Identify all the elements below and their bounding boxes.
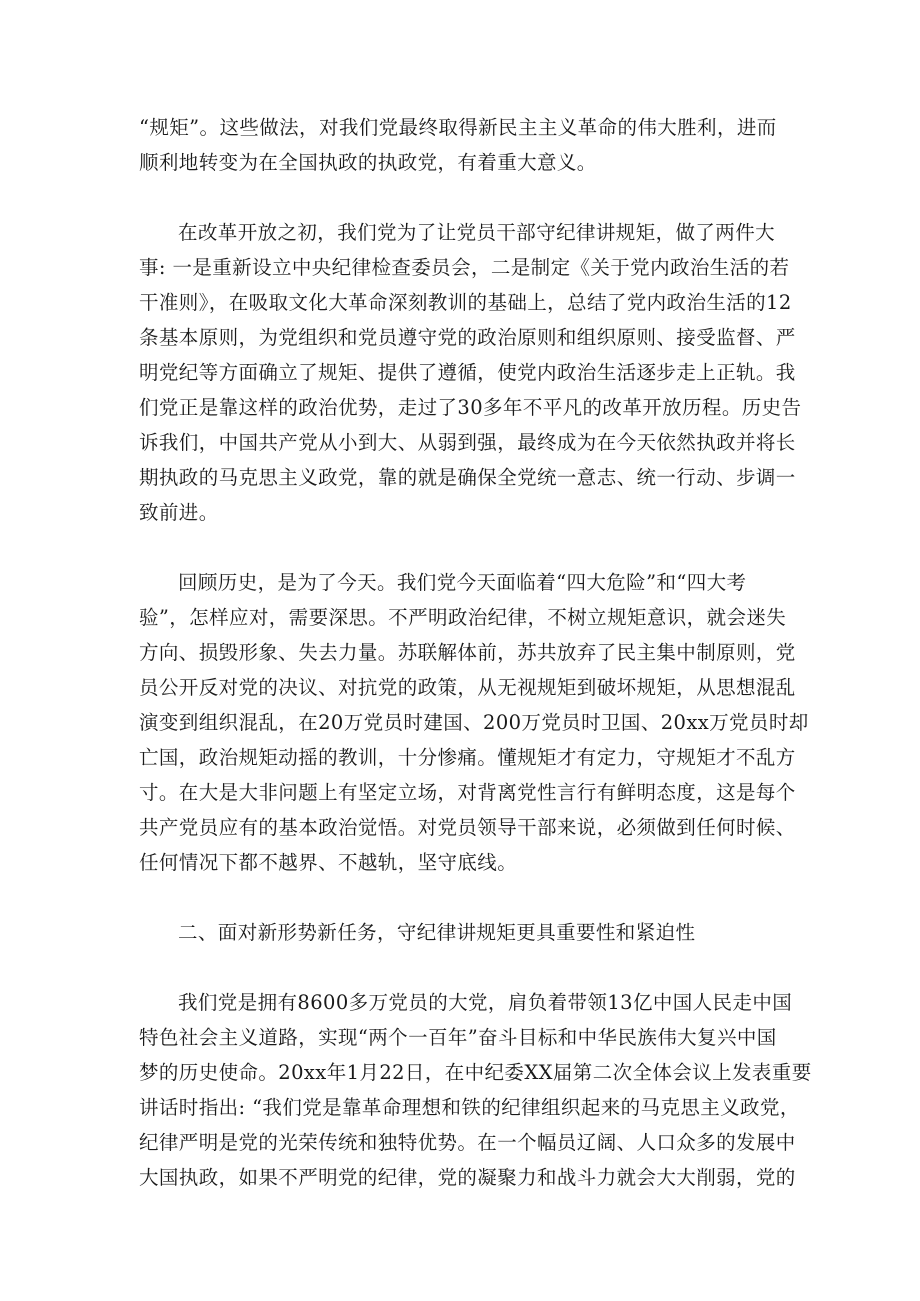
text-line: 梦的历史使命。20xx年1月22日，在中纪委XX届第二次全体会议上发表重要 xyxy=(139,1061,812,1084)
text-line: 特色社会主义道路，实现“两个一百年”奋斗目标和中华民族伟大复兴中国 xyxy=(139,1026,777,1049)
text-line: 事: 一是重新设立中央纪律检查委员会，二是制定《关于党内政治生活的若 xyxy=(139,256,790,279)
text-line: 方向、损毁形象、失去力量。苏联解体前，苏共放弃了民主集中制原则，党 xyxy=(139,641,796,664)
text-line: 任何情况下都不越界、不越轨，坚守底线。 xyxy=(139,851,518,874)
text-line: “规矩”。这些做法，对我们党最终取得新民主主义革命的伟大胜利，进而 xyxy=(139,116,777,139)
text-line: 我们党是拥有8600多万党员的大党，肩负着带领13亿中国人民走中国 xyxy=(178,991,793,1014)
text-line: 大国执政，如果不严明党的纪律，党的凝聚力和战斗力就会大大削弱，党的 xyxy=(139,1166,796,1189)
text-line: 干准则》，在吸取文化大革命深刻教训的基础上，总结了党内政治生活的12 xyxy=(139,291,792,314)
text-line: 们党正是靠这样的政治优势，走过了30多年不平凡的改革开放历程。历史告 xyxy=(139,396,802,419)
text-line: 条基本原则，为党组织和党员遵守党的政治原则和组织原则、接受监督、严 xyxy=(139,326,796,349)
text-line: 共产党员应有的基本政治觉悟。对党员领导干部来说，必须做到任何时候、 xyxy=(139,816,796,839)
text-line: 致前进。 xyxy=(139,501,219,524)
text-line: 寸。在大是大非问题上有坚定立场，对背离党性言行有鲜明态度，这是每个 xyxy=(139,781,796,804)
text-line: 明党纪等方面确立了规矩、提供了遵循，使党内政治生活逐步走上正轨。我 xyxy=(139,361,796,384)
text-line: 期执政的马克思主义政党，靠的就是确保全党统一意志、统一行动、步调一 xyxy=(139,466,796,489)
text-line: 员公开反对党的决议、对抗党的政策，从无视规矩到破坏规矩，从思想混乱 xyxy=(139,676,796,699)
section-heading: 二、面对新形势新任务，守纪律讲规矩更具重要性和紧迫性 xyxy=(178,921,696,944)
text-line: 纪律严明是党的光荣传统和独特优势。在一个幅员辽阔、人口众多的发展中 xyxy=(139,1131,796,1154)
text-line: 顺利地转变为在全国执政的执政党，有着重大意义。 xyxy=(139,151,597,174)
text-line: 演变到组织混乱，在20万党员时建国、200万党员时卫国、20xx万党员时却 xyxy=(139,711,809,734)
text-line: 回顾历史，是为了今天。我们党今天面临着“四大危险”和“四大考 xyxy=(178,571,747,594)
text-line: 讲话时指出: “我们党是靠革命理想和铁的纪律组织起来的马克思主义政党， xyxy=(139,1096,800,1119)
text-line: 验”，怎样应对，需要深思。不严明政治纪律，不树立规矩意识，就会迷失 xyxy=(139,606,787,629)
text-line: 在改革开放之初，我们党为了让党员干部守纪律讲规矩，做了两件大 xyxy=(178,221,776,244)
text-line: 诉我们，中国共产党从小到大、从弱到强，最终成为在今天依然执政并将长 xyxy=(139,431,796,454)
text-line: 亡国，政治规矩动摇的教训，十分惨痛。懂规矩才有定力，守规矩才不乱方 xyxy=(139,746,796,769)
